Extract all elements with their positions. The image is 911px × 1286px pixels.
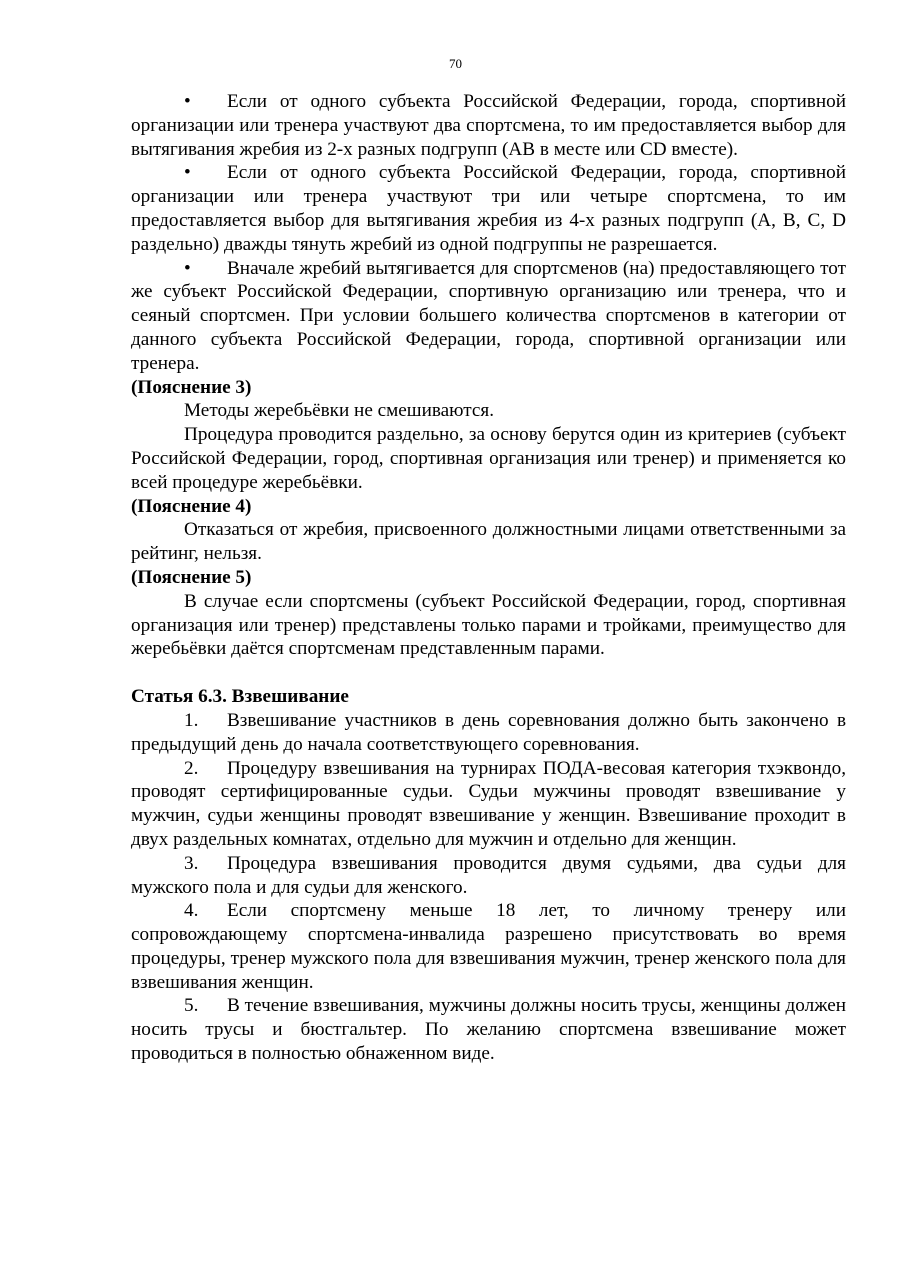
item-number: 1.	[184, 709, 199, 731]
item-text: Процедура взвешивания проводится двумя судьями, два судьи для мужского пола и для судьи для женского.	[131, 852, 846, 898]
article-item	[131, 899, 846, 994]
bullet-text: Если от одного субъекта Российской Федерации, города, спортивной организации или тренера участвуют три или четыре спортсмена, то им предоставляется выбор для вытягивания жребия из 4-х разных подгрупп (A, B, C, D раздельно) дважды тянуть жребий из одной подгруппы не разрешается.	[131, 162, 846, 255]
item-text: В течение взвешивания, мужчины должны носить трусы, женщины должен носить трусы и бюстгальтер. По желанию спортсмена взвешивание может проводиться в полностью обнаженном виде.	[131, 995, 846, 1065]
bullet-item	[131, 90, 846, 161]
item-number: 2.	[184, 757, 199, 779]
note-4-paragraph: Отказаться от жребия, присвоенного должностными лицами ответственными за рейтинг, нельзя.	[131, 519, 846, 565]
bullet-item	[131, 257, 846, 376]
bullet-text: Если от одного субъекта Российской Федерации, города, спортивной организации или тренера участвуют два спортсмена, то им предоставляется выбор для вытягивания жребия из 2-х разных подгрупп (AB в месте или CD вместе).	[131, 91, 846, 160]
bullet-item	[131, 161, 846, 256]
item-number: 3.	[184, 852, 199, 874]
page-content	[131, 90, 846, 1066]
note-3-paragraph: Методы жеребьёвки не смешиваются.	[184, 400, 495, 422]
bullet-text: Вначале жребий вытягивается для спортсменов (на) предоставляющего тот же субъект Российской Федерации, спортивную организацию или тренера, что и сеяный спортсмен. При условии большего количества спортсменов в категории от данного субъекта Российской Федерации, города, спортивной организации или тренера.	[131, 257, 846, 374]
article-item	[131, 852, 846, 900]
article-item	[131, 994, 846, 1065]
note-5-title: (Пояснение 5)	[131, 566, 252, 588]
item-text: Взвешивание участников в день соревнования должно быть закончено в предыдущий день до начала соответствующего соревнования.	[131, 709, 846, 755]
page-number: 70	[449, 56, 462, 71]
note-4-title: (Пояснение 4)	[131, 495, 252, 517]
bullet-icon: •	[184, 257, 191, 279]
article-title: Статья 6.3. Взвешивание	[131, 686, 349, 708]
article-item	[131, 757, 846, 852]
bullet-icon: •	[184, 162, 191, 184]
note-3-paragraph: Процедура проводится раздельно, за основу берутся один из критериев (субъект Российской Федерации, город, спортивная организация или тренер) и применяется ко всей процедуре жеребьёвки.	[131, 424, 846, 493]
item-number: 5.	[184, 995, 199, 1017]
article-item	[131, 709, 846, 757]
note-5-paragraph: В случае если спортсмены (субъект Российской Федерации, город, спортивная организация или тренер) представлены только парами и тройками, преимущество для жеребьёвки даётся спортсменам представленным парами.	[131, 590, 846, 660]
note-3-title: (Пояснение 3)	[131, 376, 252, 398]
item-text: Если спортсмену меньше 18 лет, то личному тренеру или сопровождающему спортсмена-инвалида разрешено присутствовать во время процедуры, тренер мужского пола для взвешивания мужчин, тренер женского пола для взвешивания женщин.	[131, 900, 846, 993]
item-text: Процедуру взвешивания на турнирах ПОДА-весовая категория тхэквондо, проводят сертифицированные судьи. Судьи мужчины проводят взвешивание у мужчин, судьи женщины проводят взвешивание у женщин. Взвешивание проходит в двух раздельных комнатах, отдельно для мужчин и отдельно для женщин.	[131, 757, 846, 850]
item-number: 4.	[184, 900, 199, 922]
bullet-icon: •	[184, 91, 191, 112]
